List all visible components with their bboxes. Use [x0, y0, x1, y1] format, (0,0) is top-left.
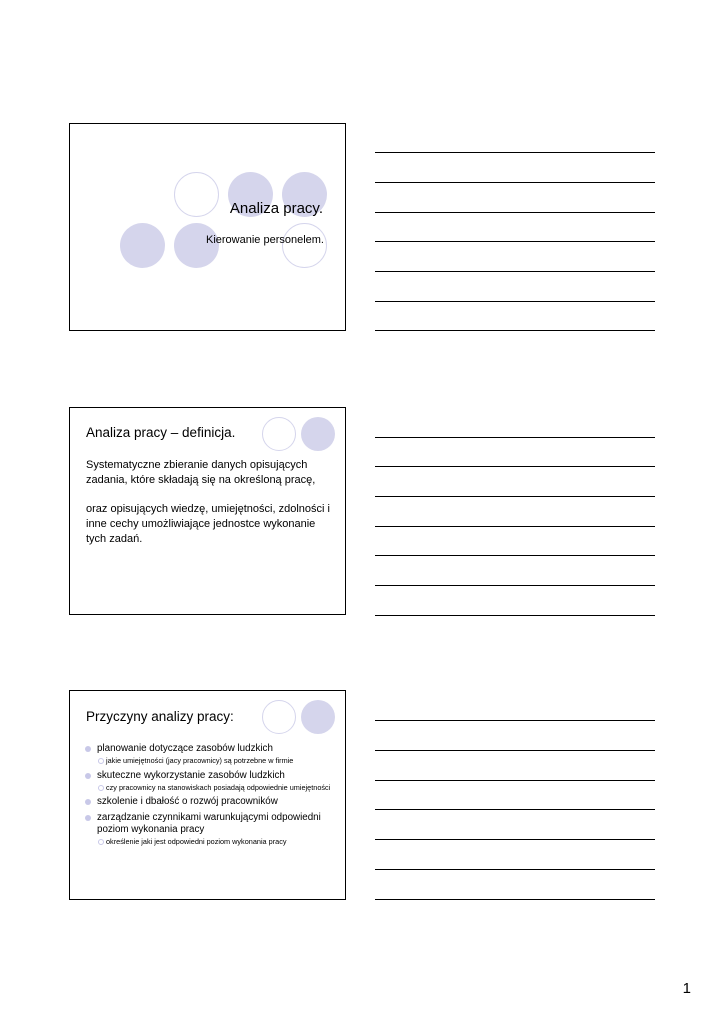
bullet-icon [85, 773, 91, 779]
note-line [375, 555, 655, 556]
note-line [375, 869, 655, 870]
sub-bullet-text: jakie umiejętności (jacy pracownicy) są potrzebne w firmie [106, 756, 294, 765]
sub-list-item [97, 837, 338, 847]
note-line [375, 615, 655, 616]
list-item [83, 770, 338, 782]
slide-1 [69, 123, 346, 331]
note-line [375, 212, 655, 213]
note-line [375, 839, 655, 840]
note-line [375, 496, 655, 497]
note-line [375, 330, 655, 331]
slide-title: Analiza pracy. [229, 200, 323, 217]
note-line [375, 720, 655, 721]
note-line [375, 437, 655, 438]
paragraph: oraz opisujących wiedzę, umiejętności, zdolności i inne cechy umożliwiające jednostce wykonanie tych zadań. [86, 503, 330, 545]
sub-bullet-text: określenie jaki jest odpowiedni poziom wykonania pracy [106, 837, 287, 846]
sub-list-item [97, 756, 338, 766]
bullet-text: planowanie dotyczące zasobów ludzkich [97, 743, 273, 754]
note-line [375, 750, 655, 751]
bullet-list [83, 743, 338, 847]
note-line [375, 182, 655, 183]
note-line [375, 899, 655, 900]
slide-title: Analiza pracy – definicja. [86, 425, 236, 440]
note-line [375, 466, 655, 467]
decorative-circle [301, 417, 335, 451]
sub-bullet-icon [98, 839, 104, 845]
slide-3 [69, 690, 346, 900]
page-number: 1 [682, 980, 691, 997]
decorative-circle [120, 223, 165, 268]
bullet-icon [85, 746, 91, 752]
bullet-icon [85, 815, 91, 821]
note-line [375, 809, 655, 810]
sub-list-item [97, 783, 338, 793]
sub-bullet-icon [98, 758, 104, 764]
sub-bullet-icon [98, 785, 104, 791]
decorative-circle [174, 172, 219, 217]
bullet-icon [85, 799, 91, 805]
paragraph: Systematyczne zbieranie danych opisujących zadania, które składają się na określoną pracę, [86, 459, 316, 486]
slide-2 [69, 407, 346, 615]
note-line [375, 301, 655, 302]
note-line [375, 241, 655, 242]
note-line [375, 585, 655, 586]
slide-subtitle: Kierowanie personelem. [205, 234, 324, 246]
decorative-circle [262, 700, 296, 734]
bullet-text: szkolenie i dbałość o rozwój pracowników [97, 796, 278, 807]
note-line [375, 526, 655, 527]
note-line [375, 152, 655, 153]
decorative-circle [262, 417, 296, 451]
note-line [375, 780, 655, 781]
list-item [83, 743, 338, 755]
slide-body [86, 458, 331, 561]
bullet-text: zarządzanie czynnikami warunkującymi odpowiedni poziom wykonania pracy [97, 812, 321, 835]
list-item [83, 812, 338, 836]
slide-title: Przyczyny analizy pracy: [86, 709, 234, 724]
sub-bullet-text: czy pracownicy na stanowiskach posiadają odpowiednie umiejętności [106, 782, 331, 792]
list-item [83, 796, 338, 808]
note-line [375, 271, 655, 272]
bullet-text: skuteczne wykorzystanie zasobów ludzkich [97, 769, 285, 781]
decorative-circle [301, 700, 335, 734]
